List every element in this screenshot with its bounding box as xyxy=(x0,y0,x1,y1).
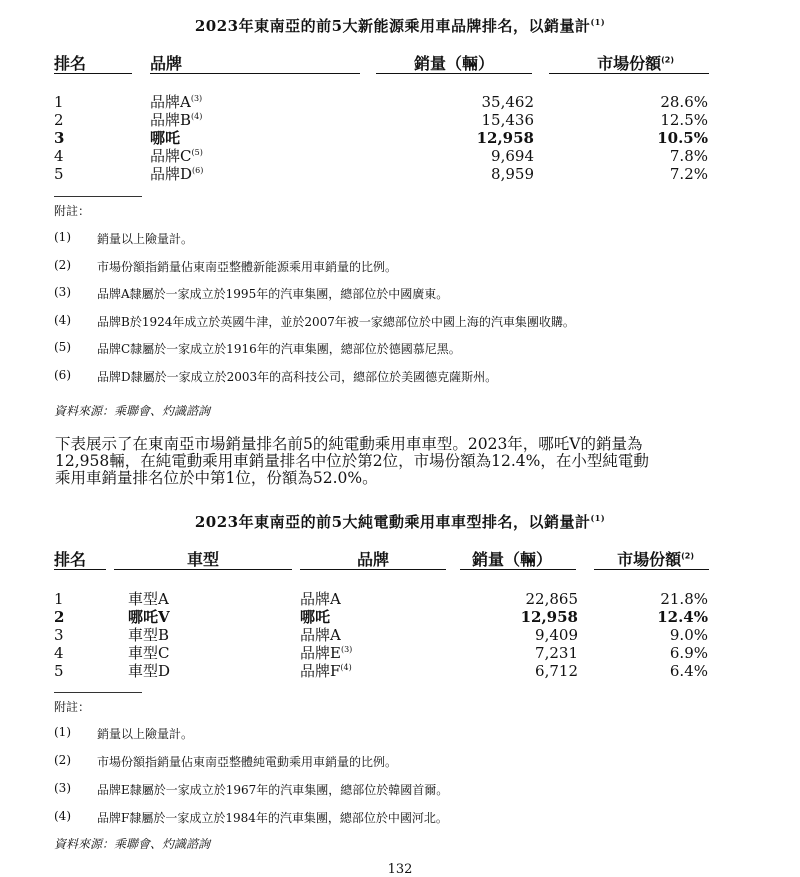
table1-title-footnote: (1) xyxy=(590,17,606,27)
table2-brand-text: 哪吒 xyxy=(300,608,331,626)
table2-share-cell: 21.8% xyxy=(660,590,708,608)
table2-note-text: 品牌E隸屬於一家成立於1967年的汽車集團，總部位於韓國首爾。 xyxy=(97,783,449,797)
table1-rank-cell: 1 xyxy=(54,93,64,111)
table1-brand-footnote: (3) xyxy=(190,94,203,103)
table2-title-text: 2023年東南亞的前5大純電動乘用車車型排名，以銷量計 xyxy=(194,513,591,531)
table1-brand-text: 哪吒 xyxy=(150,129,181,147)
table2-note-number: (4) xyxy=(54,809,71,823)
table2-rank-cell: 5 xyxy=(54,662,64,680)
table1-sales-cell: 12,958 xyxy=(476,129,534,147)
table2-rank-cell: 1 xyxy=(54,590,64,608)
table1-note-number: (5) xyxy=(54,340,71,354)
table2-header-underline-rank xyxy=(54,569,106,570)
table2-header-underline-sales xyxy=(460,569,576,570)
body-paragraph xyxy=(55,436,715,487)
table1-header-brand: 品牌 xyxy=(150,54,183,73)
table1-share-cell: 7.8% xyxy=(669,147,708,165)
table1-header-share xyxy=(560,51,674,74)
table1-brand-text: 品牌A xyxy=(150,93,191,111)
page-number: 132 xyxy=(387,862,413,877)
table1-rank-cell: 5 xyxy=(54,165,64,183)
table1-note-number: (1) xyxy=(54,230,71,244)
table1-brand-text: 品牌B xyxy=(150,111,192,129)
table2-note-number: (1) xyxy=(54,725,71,739)
table2-share-cell: 9.0% xyxy=(669,626,708,644)
table2-header-underline-brand xyxy=(300,569,446,570)
table1-sales-cell: 35,462 xyxy=(481,93,534,111)
table1-note-text: 品牌A隸屬於一家成立於1995年的汽車集團，總部位於中國廣東。 xyxy=(97,287,449,301)
table1-rank-cell: 4 xyxy=(54,147,64,165)
table1-notes-label: 附註： xyxy=(54,204,91,218)
table2-model-cell: 車型D xyxy=(128,662,171,680)
table2-sales-cell: 22,865 xyxy=(525,590,578,608)
table1-note-text: 品牌C隸屬於一家成立於1916年的汽車集團，總部位於德國慕尼黑。 xyxy=(97,342,461,356)
table1-rank-cell: 3 xyxy=(54,129,65,147)
table1-brand-footnote: (4) xyxy=(191,112,203,121)
table1-rank-cell: 2 xyxy=(54,111,64,129)
table1-source: 資料來源：乘聯會、灼識諮詢 xyxy=(54,404,211,418)
table2-model-cell: 車型C xyxy=(128,644,170,662)
table2-brand-text: 品牌A xyxy=(300,626,341,644)
table2-note-number: (3) xyxy=(54,781,71,795)
table2-sales-cell: 9,409 xyxy=(535,626,578,644)
table1-share-cell: 10.5% xyxy=(657,129,708,147)
table1-note-number: (2) xyxy=(54,257,71,272)
table2-brand-cell xyxy=(300,590,341,608)
table2-header-underline-share xyxy=(594,569,709,570)
table2-rank-cell: 2 xyxy=(54,608,65,626)
table2-brand-cell xyxy=(300,662,352,680)
table2-brand-cell xyxy=(300,626,341,644)
table2-title xyxy=(0,511,800,532)
table1-header-share-footnote: (2) xyxy=(661,55,674,65)
table2-brand-footnote: (4) xyxy=(340,663,352,672)
table2-source: 資料來源：乘聯會、灼識諮詢 xyxy=(54,837,211,851)
table1-share-cell: 7.2% xyxy=(669,165,708,183)
table1-share-cell: 12.5% xyxy=(660,111,708,129)
table2-brand-text: 品牌E xyxy=(300,644,341,662)
table1-brand-cell xyxy=(150,165,203,183)
table2-sales-cell: 7,231 xyxy=(535,644,578,662)
table1-sales-cell: 9,694 xyxy=(491,147,534,165)
table1-brand-text: 品牌C xyxy=(150,147,192,165)
table2-model-cell: 哪吒V xyxy=(128,608,170,626)
table2-rank-cell: 3 xyxy=(54,626,64,644)
table1-note-text: 市場份額指銷量佔東南亞整體新能源乘用車銷量的比例。 xyxy=(97,259,398,274)
table2-header-share xyxy=(594,547,694,570)
table1-sales-cell: 8,959 xyxy=(491,165,534,183)
paragraph-line-3: 乘用車銷量排名位於中第1位，份額為52.0%。 xyxy=(55,469,378,487)
table1-title xyxy=(0,15,800,36)
table2-title-footnote: (1) xyxy=(590,513,606,523)
table1-brand-cell xyxy=(150,93,202,111)
table1-brand-cell xyxy=(150,147,203,165)
table1-notes-divider xyxy=(54,196,142,197)
table1-note-number: (6) xyxy=(54,367,71,382)
paragraph-line-2: 12,958輛，在純電動乘用車銷量排名中位於第2位，市場份額為12.4%，在小型純電動 xyxy=(55,452,649,470)
table2-model-cell: 車型B xyxy=(128,626,170,644)
table1-header-rank: 排名 xyxy=(54,54,87,73)
table2-notes-divider xyxy=(54,692,142,693)
table1-sales-cell: 15,436 xyxy=(481,111,534,129)
table1-brand-cell xyxy=(150,129,180,147)
paragraph-line-1: 下表展示了在東南亞市場銷量排名前5的純電動乘用車車型。2023年，哪吒V的銷量為 xyxy=(55,435,643,453)
table2-header-share-text: 市場份額 xyxy=(617,550,682,569)
table1-note-number: (4) xyxy=(54,312,71,327)
table2-header-underline-model xyxy=(114,569,292,570)
table1-note-text: 品牌D隸屬於一家成立於2003年的高科技公司，總部位於美國德克薩斯州。 xyxy=(97,369,498,384)
table1-brand-footnote: (5) xyxy=(191,148,203,157)
table1-header-underline-rank xyxy=(54,73,132,74)
table2-note-text: 銷量以上險量計。 xyxy=(97,727,194,741)
table2-brand-cell xyxy=(300,644,352,662)
table2-share-cell: 12.4% xyxy=(657,608,708,626)
table1-header-sales: 銷量（輛） xyxy=(413,54,494,73)
table1-note-number: (3) xyxy=(54,285,71,299)
table1-brand-cell xyxy=(150,111,202,129)
table2-share-cell: 6.4% xyxy=(669,662,708,680)
table2-brand-cell xyxy=(300,608,330,626)
table2-notes-label: 附註： xyxy=(54,700,91,714)
table2-header-model: 車型 xyxy=(186,550,219,569)
table2-share-cell: 6.9% xyxy=(669,644,708,662)
table1-note-text: 銷量以上險量計。 xyxy=(97,232,194,246)
table2-sales-cell: 12,958 xyxy=(520,608,578,626)
table2-brand-text: 品牌F xyxy=(300,662,341,680)
table1-share-cell: 28.6% xyxy=(660,93,708,111)
table2-header-brand: 品牌 xyxy=(356,550,389,569)
table2-note-number: (2) xyxy=(54,753,71,767)
table1-brand-text: 品牌D xyxy=(150,165,193,183)
table1-title-text: 2023年東南亞的前5大新能源乘用車品牌排名，以銷量計 xyxy=(194,17,591,35)
table2-rank-cell: 4 xyxy=(54,644,64,662)
table2-header-sales: 銷量（輛） xyxy=(471,550,552,569)
table2-brand-text: 品牌A xyxy=(300,590,341,608)
table2-header-rank: 排名 xyxy=(54,550,87,569)
table2-header-share-footnote: (2) xyxy=(681,551,694,561)
table1-header-underline-sales xyxy=(376,73,532,74)
table1-header-underline-brand xyxy=(150,73,360,74)
table1-header-share-text: 市場份額 xyxy=(597,54,662,73)
table2-note-text: 市場份額指銷量佔東南亞整體純電動乘用車銷量的比例。 xyxy=(97,755,398,769)
table2-model-cell: 車型A xyxy=(128,590,169,608)
table2-brand-footnote: (3) xyxy=(340,645,353,654)
table2-sales-cell: 6,712 xyxy=(535,662,578,680)
table2-note-text: 品牌F隸屬於一家成立於1984年的汽車集團，總部位於中國河北。 xyxy=(97,811,448,825)
table1-note-text: 品牌B於1924年成立於英國牛津，並於2007年被一家總部位於中國上海的汽車集團收購。 xyxy=(97,314,575,329)
table1-header-underline-share xyxy=(549,73,709,74)
table1-brand-footnote: (6) xyxy=(192,166,204,175)
